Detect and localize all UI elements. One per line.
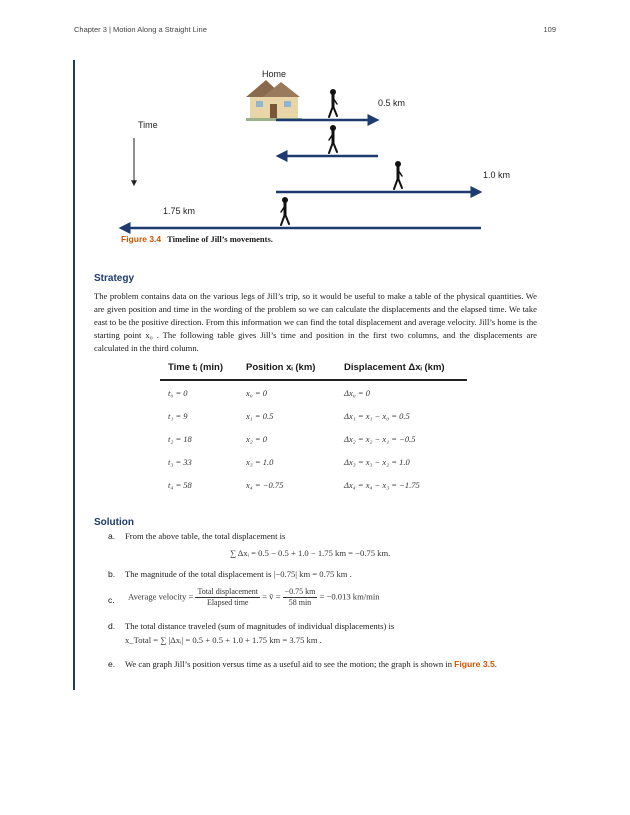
table-cell: x₁ = 0.5	[246, 410, 274, 421]
solution-c-equation	[128, 587, 380, 608]
table-cell: x₀ = 0	[246, 387, 267, 398]
solution-a-equation: ∑ Δxᵢ = 0.5 − 0.5 + 1.0 − 1.75 km = −0.75 km.	[230, 548, 391, 558]
avg-velocity-lhs: Average velocity =	[128, 591, 194, 602]
walker-icon	[394, 161, 402, 189]
house-icon	[246, 80, 302, 121]
list-letter: e.	[108, 659, 116, 669]
solution-b-text: The magnitude of the total displacement is	[125, 569, 272, 579]
walker-icon	[329, 89, 337, 117]
fraction-denominator: Elapsed time	[206, 598, 249, 607]
table-cell: t₄ = 58	[168, 479, 192, 490]
walker-icon	[281, 197, 289, 225]
figure-3-5-link[interactable]: Figure 3.5	[454, 659, 495, 669]
column-header-time: Time tᵢ (min)	[160, 360, 238, 380]
table-cell: Δx₄ = x₄ − x₃ = −1.75	[344, 479, 420, 490]
fraction-numerator: Total displacement	[197, 587, 258, 596]
distance-label-1-0: 1.0 km	[483, 170, 511, 180]
solution-d-text: The total distance traveled (sum of magnitudes of individual displacements) is	[125, 621, 395, 631]
solution-b-line	[125, 568, 538, 581]
solution-e-line	[125, 658, 538, 671]
figure-caption	[121, 234, 273, 244]
avg-velocity-symbol: = v̄ =	[262, 591, 281, 602]
walker-icon	[329, 125, 337, 153]
column-header-displacement: Displacement Δxᵢ (km)	[336, 360, 467, 380]
timeline-figure	[0, 0, 630, 250]
fraction-values	[283, 587, 318, 608]
table-cell: Δx₁ = x₁ − x₀ = 0.5	[344, 410, 410, 421]
table-row	[160, 450, 467, 473]
fraction-numerator: −0.75 km	[284, 587, 316, 596]
column-header-position: Position xᵢ (km)	[238, 360, 336, 380]
fraction-denominator: 58 min	[288, 598, 312, 607]
time-label: Time	[138, 120, 158, 130]
table-row	[160, 404, 467, 427]
table-cell: Δx₂ = x₂ − x₁ = −0.5	[344, 433, 416, 444]
page-number: 109	[543, 25, 556, 34]
table-cell: x₄ = −0.75	[246, 479, 284, 490]
table-cell: x₂ = 0	[246, 433, 267, 444]
figure-caption-text: Timeline of Jill’s movements.	[167, 234, 273, 244]
table-row	[160, 473, 467, 496]
solution-e-text: We can graph Jill’s position versus time as a useful aid to see the motion; the graph is shown in	[125, 659, 453, 669]
running-header-chapter: Chapter 3 | Motion Along a Straight Line	[74, 25, 207, 34]
table-header-row	[160, 360, 467, 380]
table-cell: Δx₃ = x₃ − x₂ = 1.0	[344, 456, 410, 467]
fraction-displacement-over-time	[195, 587, 260, 608]
strategy-heading: Strategy	[94, 273, 135, 284]
list-letter: c.	[108, 595, 115, 605]
list-letter: d.	[108, 621, 116, 631]
avg-velocity-result: = −0.013 km/min	[319, 591, 380, 602]
table-cell: t₃ = 33	[168, 456, 192, 467]
displacement-table	[160, 360, 467, 496]
table-cell: t₁ = 9	[168, 410, 188, 421]
solution-b-equation: |−0.75| km = 0.75 km .	[273, 569, 352, 579]
table-cell: x₃ = 1.0	[246, 456, 274, 467]
distance-label-0-5: 0.5 km	[378, 98, 406, 108]
solution-a-text: From the above table, the total displacement is	[125, 531, 286, 541]
table-row	[160, 380, 467, 404]
solution-heading: Solution	[94, 517, 134, 528]
table-row	[160, 427, 467, 450]
solution-e-end: .	[494, 659, 497, 669]
solution-d-equation: x_Total = ∑ |Δxᵢ| = 0.5 + 0.5 + 1.0 + 1.75 km = 3.75 km .	[125, 635, 322, 645]
figure-caption-label: Figure 3.4	[121, 234, 162, 244]
distance-label-1-75: 1.75 km	[163, 206, 196, 216]
list-letter: a.	[108, 531, 116, 541]
home-label: Home	[262, 69, 287, 79]
table-cell: Δx₀ = 0	[344, 387, 370, 398]
table-cell: t₀ = 0	[168, 387, 188, 398]
list-letter: b.	[108, 569, 116, 579]
strategy-paragraph: The problem contains data on the various legs of Jill’s trip, so it would be useful to make a table of the physical quantities. We are given position and time in the wording of the problem so we can calculate the displacements and the elapsed time. We take east to be the positive direction. From this information we can find the total displacement and average velocity. Jill’s home is the starting point x₀ . The following table gives Jill’s time and position in the first two columns, and the displacements are calculated in the third column.	[94, 291, 537, 353]
table-cell: t₂ = 18	[168, 433, 192, 444]
